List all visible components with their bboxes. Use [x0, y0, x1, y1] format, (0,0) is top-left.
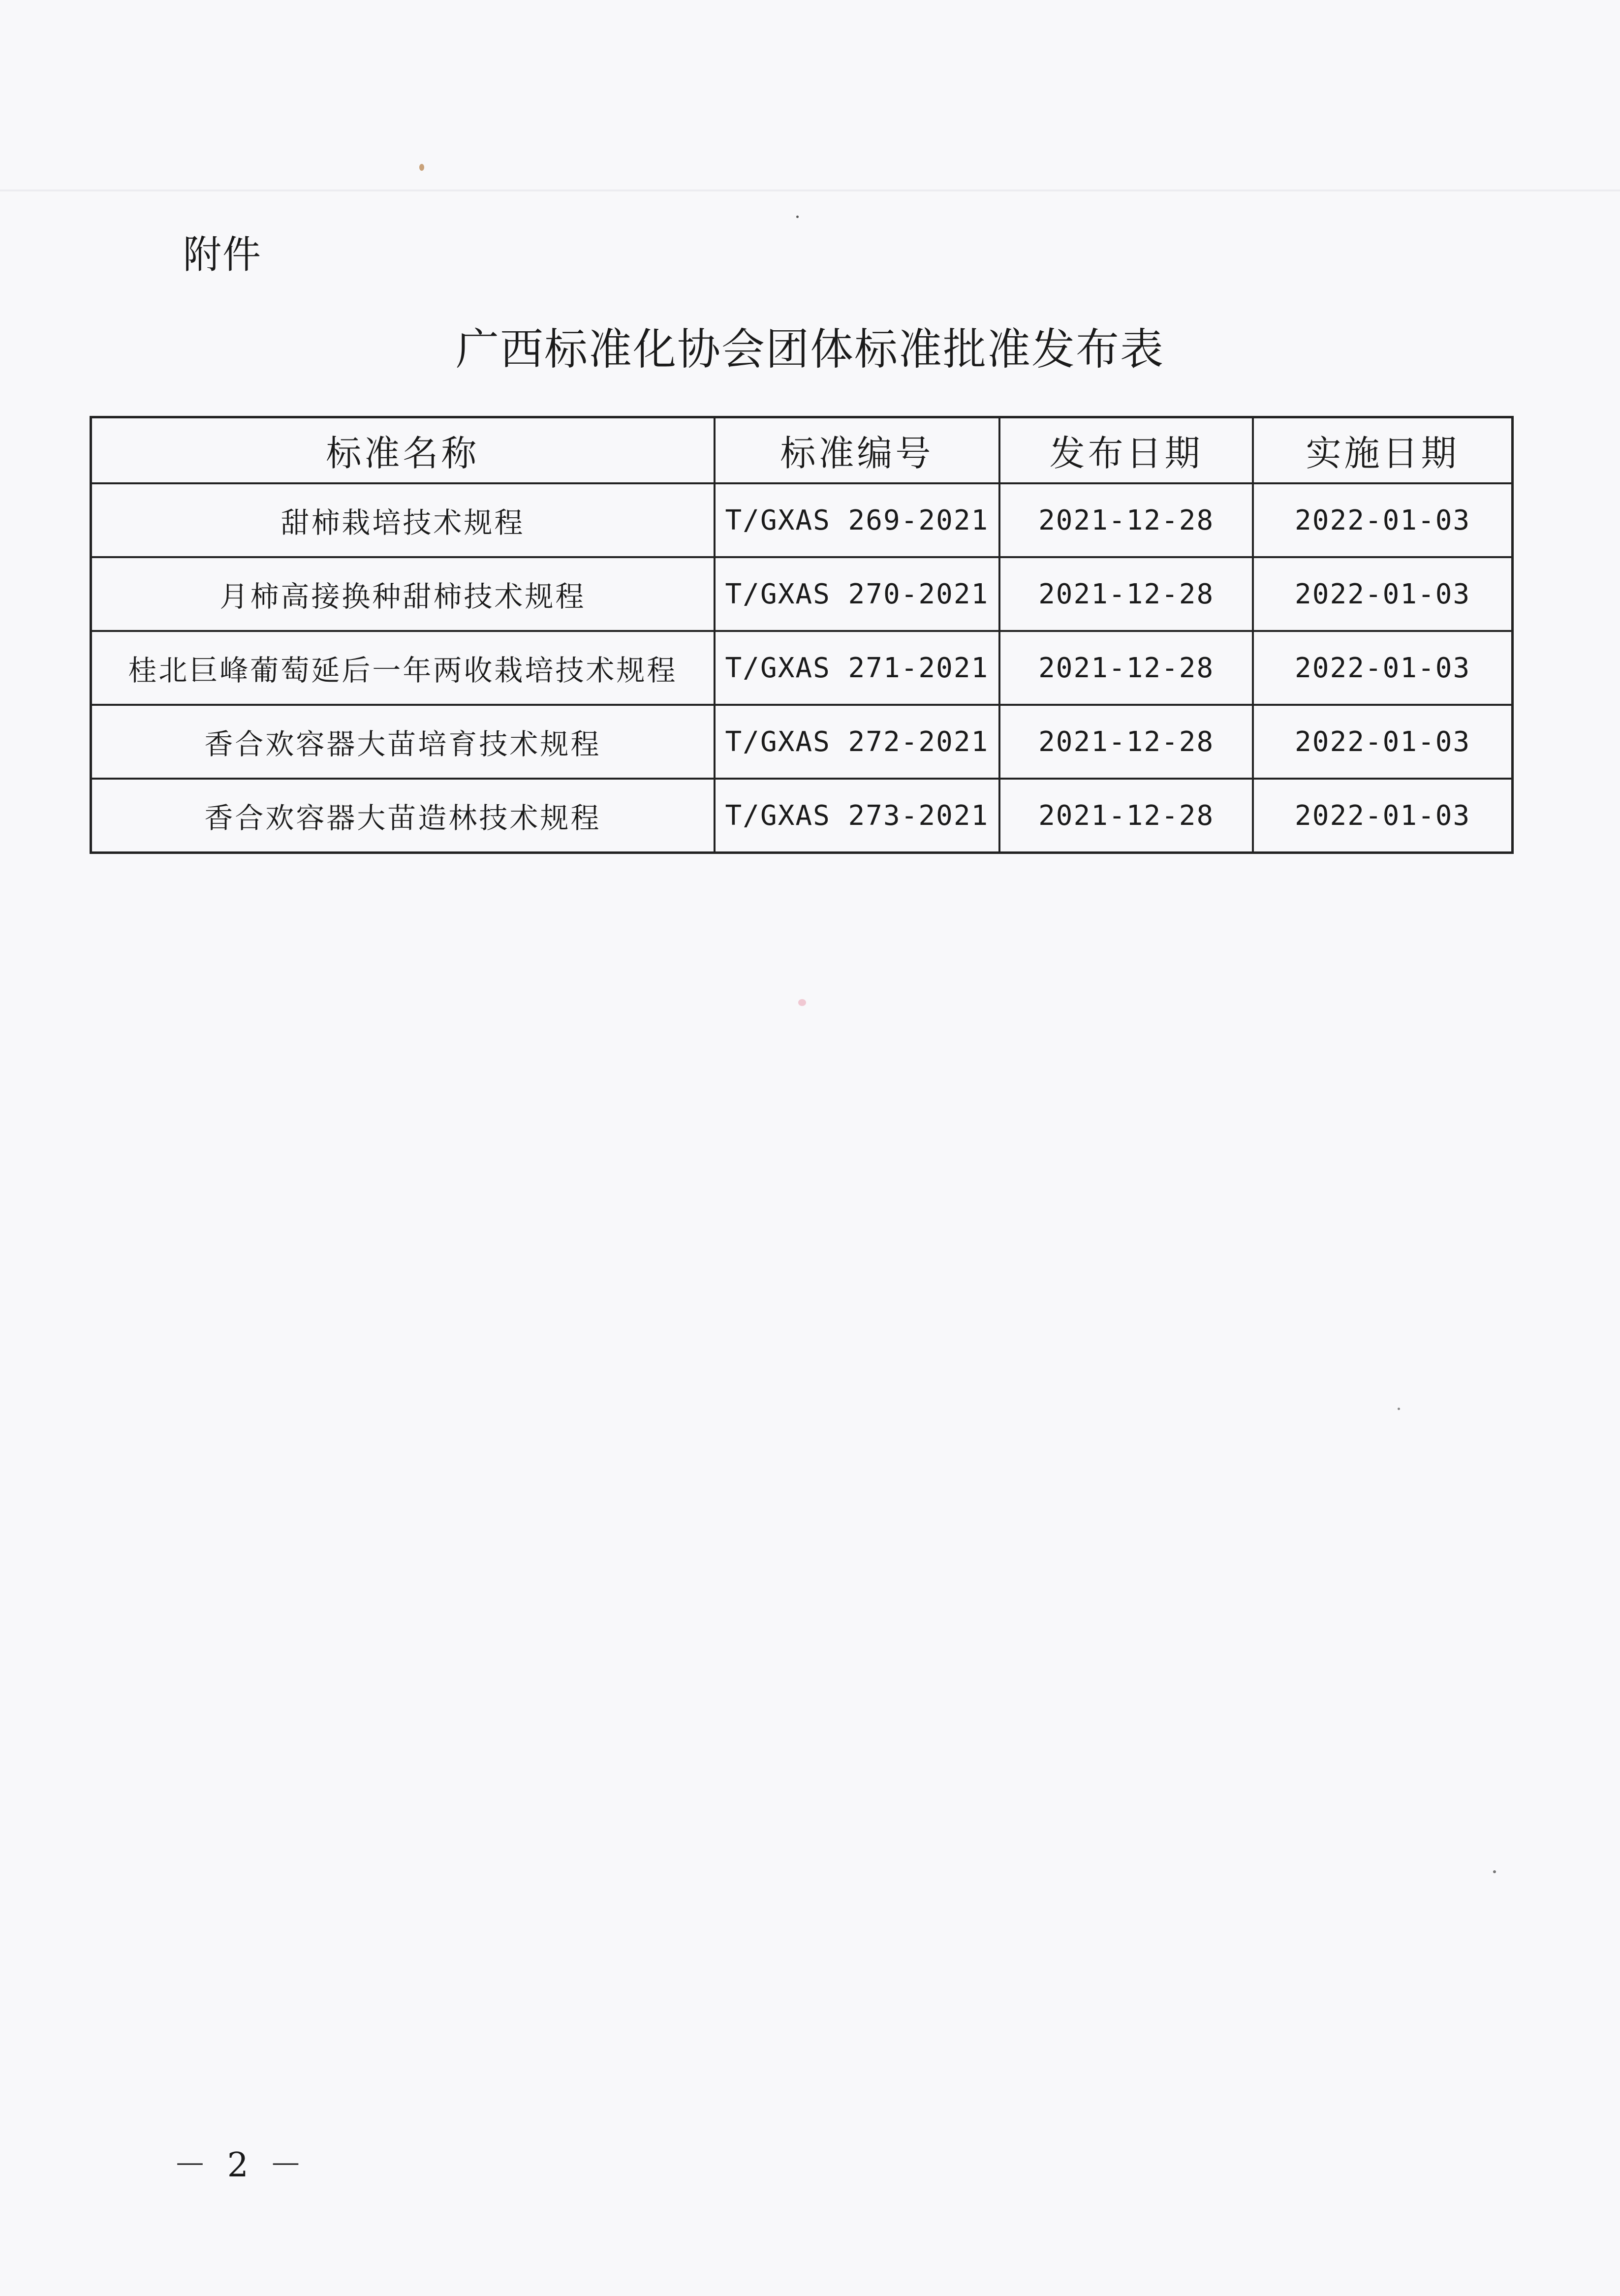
cell-standard-name: 月柿高接换种甜柿技术规程	[91, 557, 715, 631]
cell-standard-name: 香合欢容器大苗培育技术规程	[91, 705, 715, 779]
table-row	[91, 705, 1513, 779]
cell-standard-name: 甜柿栽培技术规程	[91, 483, 715, 557]
scan-speck	[796, 216, 799, 218]
table-header-row	[91, 417, 1513, 484]
page-title: 广西标准化协会团体标准批准发布表	[455, 324, 1164, 375]
cell-standard-code: T/GXAS 273-2021	[715, 779, 999, 853]
table-row	[91, 631, 1513, 705]
header-standard-code: 标准编号	[715, 417, 999, 484]
cell-implement-date: 2022-01-03	[1253, 705, 1512, 779]
cell-publish-date: 2021-12-28	[999, 631, 1253, 705]
cell-standard-code: T/GXAS 271-2021	[715, 631, 999, 705]
table-row	[91, 483, 1513, 557]
cell-standard-code: T/GXAS 272-2021	[715, 705, 999, 779]
cell-publish-date: 2021-12-28	[999, 705, 1253, 779]
cell-publish-date: 2021-12-28	[999, 557, 1253, 631]
scan-speck	[798, 999, 806, 1006]
scan-speck	[1398, 1408, 1400, 1410]
cell-implement-date: 2022-01-03	[1253, 631, 1512, 705]
scan-artifact-line	[0, 189, 1620, 191]
cell-publish-date: 2021-12-28	[999, 483, 1253, 557]
cell-standard-name: 香合欢容器大苗造林技术规程	[91, 779, 715, 853]
table-row	[91, 779, 1513, 853]
cell-implement-date: 2022-01-03	[1253, 557, 1512, 631]
standards-table	[90, 416, 1514, 854]
header-implement-date: 实施日期	[1253, 417, 1512, 484]
page-number: － 2 －	[173, 2146, 308, 2185]
header-publish-date: 发布日期	[999, 417, 1253, 484]
scan-speck	[1493, 1870, 1496, 1873]
cell-implement-date: 2022-01-03	[1253, 483, 1512, 557]
attachment-label: 附件	[183, 233, 262, 277]
table-row	[91, 557, 1513, 631]
cell-publish-date: 2021-12-28	[999, 779, 1253, 853]
cell-standard-code: T/GXAS 269-2021	[715, 483, 999, 557]
header-standard-name: 标准名称	[91, 417, 715, 484]
cell-standard-name: 桂北巨峰葡萄延后一年两收栽培技术规程	[91, 631, 715, 705]
cell-implement-date: 2022-01-03	[1253, 779, 1512, 853]
cell-standard-code: T/GXAS 270-2021	[715, 557, 999, 631]
scan-speck	[419, 164, 424, 171]
